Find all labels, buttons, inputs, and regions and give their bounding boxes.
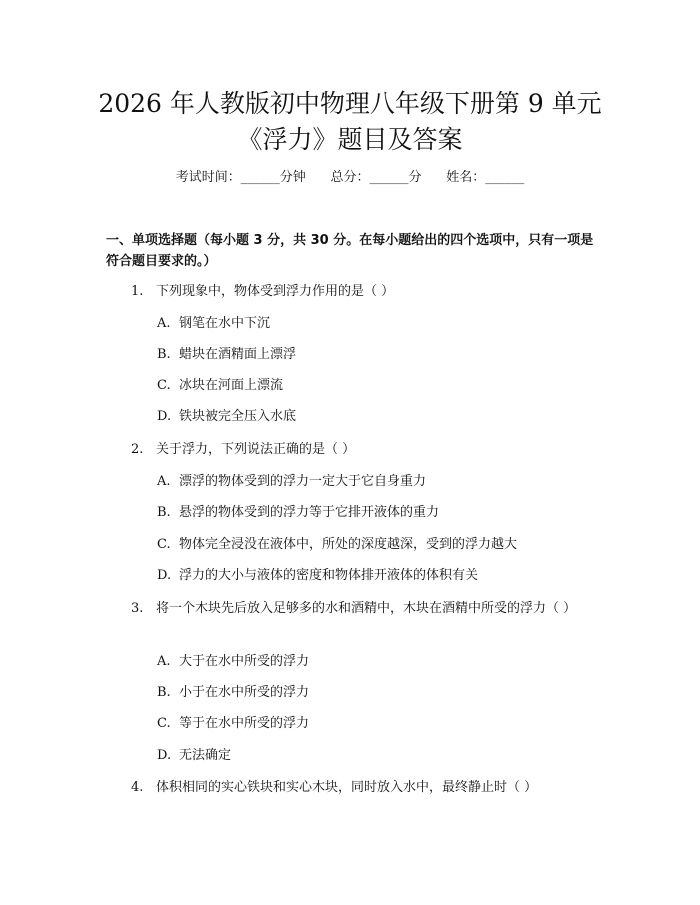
option-text: 冰块在河面上漂流 bbox=[179, 378, 284, 393]
q3-option-b bbox=[157, 683, 597, 703]
question-4 bbox=[106, 777, 596, 798]
q1-option-d bbox=[157, 407, 597, 427]
exam-info: 考试时间：______分钟 总分：______分 姓名：______ bbox=[175, 170, 525, 185]
option-text: 大于在水中所受的浮力 bbox=[179, 654, 310, 669]
option-text: 钢笔在水中下沉 bbox=[179, 316, 271, 331]
question-number: 1. bbox=[131, 284, 144, 299]
option-label: D. bbox=[157, 568, 172, 583]
option-text: 物体完全浸没在液体中，所处的深度越深，受到的浮力越大 bbox=[179, 537, 518, 552]
option-label: D. bbox=[157, 748, 172, 763]
option-label: C. bbox=[157, 716, 171, 731]
q2-option-c bbox=[157, 535, 597, 555]
question-text: 关于浮力，下列说法正确的是（ ） bbox=[156, 442, 356, 457]
q1-option-a bbox=[157, 314, 597, 334]
q1-option-c bbox=[157, 376, 597, 396]
option-label: B. bbox=[157, 505, 171, 520]
option-label: B. bbox=[157, 685, 171, 700]
q2-option-b bbox=[157, 503, 597, 523]
q3-option-a bbox=[157, 652, 597, 672]
question-2 bbox=[106, 439, 596, 460]
q3-option-c bbox=[157, 714, 597, 734]
option-label: D. bbox=[157, 409, 172, 424]
title-line-2: 《浮力》题目及答案 bbox=[237, 125, 463, 154]
option-label: A. bbox=[157, 474, 171, 489]
option-text: 铁块被完全压入水底 bbox=[179, 409, 297, 424]
question-3 bbox=[106, 598, 596, 619]
q3-option-d bbox=[157, 746, 597, 766]
option-label: A. bbox=[157, 316, 171, 331]
option-text: 无法确定 bbox=[179, 748, 232, 763]
option-label: C. bbox=[157, 537, 171, 552]
question-text: 体积相同的实心铁块和实心木块，同时放入水中，最终静止时（ ） bbox=[156, 780, 538, 795]
section-heading: 一、单项选择题（每小题 3 分，共 30 分。在每小题给出的四个选项中，只有一项是符合题目要求的。） bbox=[106, 233, 594, 269]
option-text: 等于在水中所受的浮力 bbox=[179, 716, 310, 731]
option-text: 悬浮的物体受到的浮力等于它排开液体的重力 bbox=[179, 505, 440, 520]
question-text: 下列现象中，物体受到浮力作用的是（ ） bbox=[156, 284, 395, 299]
question-number: 2. bbox=[131, 442, 144, 457]
question-1 bbox=[106, 281, 596, 302]
question-text: 将一个木块先后放入足够多的水和酒精中，木块在酒精中所受的浮力（ ） bbox=[156, 601, 577, 616]
question-number: 4. bbox=[131, 780, 144, 795]
option-label: C. bbox=[157, 378, 171, 393]
option-text: 漂浮的物体受到的浮力一定大于它自身重力 bbox=[179, 474, 427, 489]
option-label: A. bbox=[157, 654, 171, 669]
option-text: 小于在水中所受的浮力 bbox=[179, 685, 310, 700]
option-text: 浮力的大小与液体的密度和物体排开液体的体积有关 bbox=[179, 568, 479, 583]
q1-option-b bbox=[157, 345, 597, 365]
q2-option-d bbox=[157, 566, 597, 586]
title-line-1: 2026 年人教版初中物理八年级下册第 9 单元 bbox=[98, 89, 602, 118]
option-label: B. bbox=[157, 347, 171, 362]
question-number: 3. bbox=[131, 601, 144, 616]
option-text: 蜡块在酒精面上漂浮 bbox=[179, 347, 297, 362]
q2-option-a bbox=[157, 472, 597, 492]
